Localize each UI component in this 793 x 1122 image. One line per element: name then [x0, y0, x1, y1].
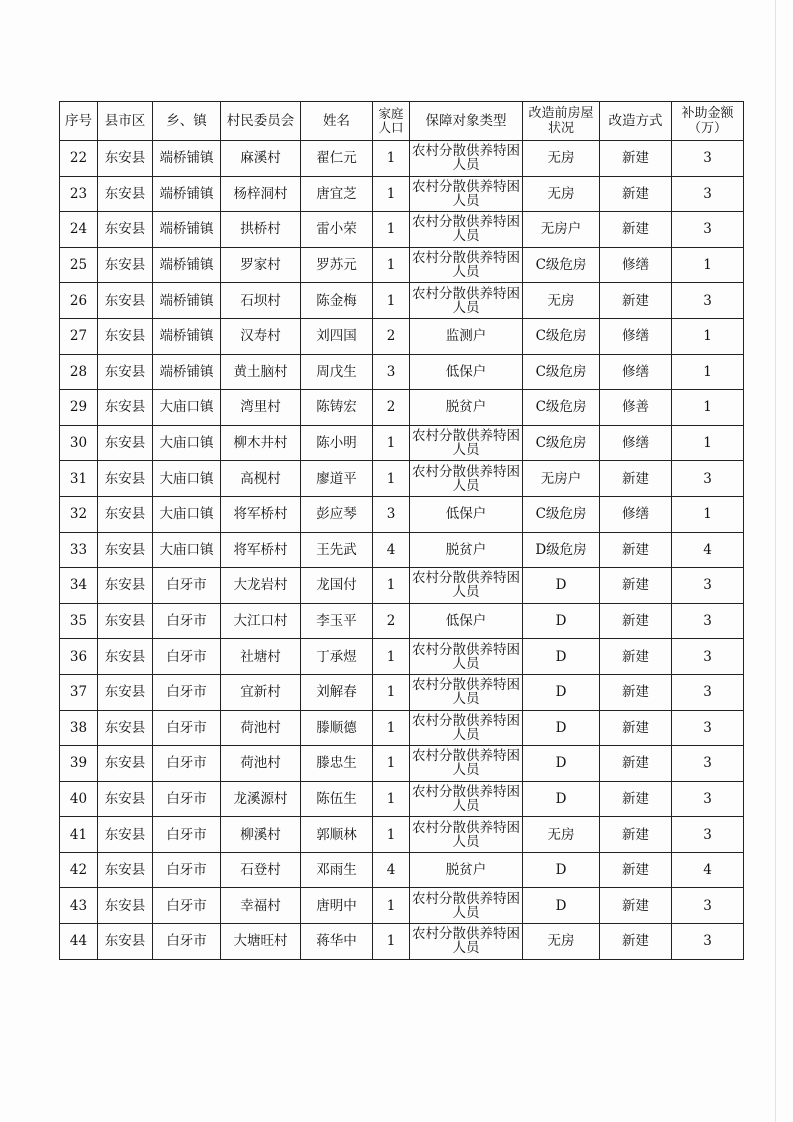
- household-size-cell: 1: [373, 212, 410, 248]
- county-cell: 东安县: [98, 603, 153, 639]
- subsidy-amount-cell: 4: [672, 852, 744, 888]
- subsidy-amount-cell: 3: [672, 888, 744, 924]
- serial-no-cell: 29: [60, 390, 98, 426]
- beneficiary-type-cell: 脱贫户: [410, 532, 523, 568]
- name-cell: 邓雨生: [301, 852, 373, 888]
- serial-no-cell: 28: [60, 354, 98, 390]
- housing-subsidy-table: [59, 101, 744, 960]
- county-cell: 东安县: [98, 283, 153, 319]
- table-row: [60, 141, 744, 177]
- village-committee-cell: 杨梓洞村: [221, 176, 301, 212]
- village-committee-cell: 高枧村: [221, 461, 301, 497]
- household-size-cell: 4: [373, 532, 410, 568]
- village-committee-cell: 石登村: [221, 852, 301, 888]
- table-row: [60, 532, 744, 568]
- household-size-cell: 1: [373, 425, 410, 461]
- page-edge-line: [775, 0, 776, 1122]
- header-serial-no: 序号: [60, 102, 98, 141]
- town-cell: 端桥铺镇: [153, 354, 221, 390]
- table-row: [60, 639, 744, 675]
- beneficiary-type-cell: 农村分散供养特困人员: [410, 568, 523, 604]
- county-cell: 东安县: [98, 425, 153, 461]
- renovation-method-cell: 新建: [600, 852, 672, 888]
- table-row: [60, 247, 744, 283]
- household-size-cell: 2: [373, 603, 410, 639]
- subsidy-amount-cell: 3: [672, 141, 744, 177]
- serial-no-cell: 39: [60, 746, 98, 782]
- table-row: [60, 817, 744, 853]
- town-cell: 端桥铺镇: [153, 176, 221, 212]
- beneficiary-type-cell: 农村分散供养特困人员: [410, 176, 523, 212]
- renovation-method-cell: 修善: [600, 390, 672, 426]
- subsidy-amount-cell: 3: [672, 746, 744, 782]
- table-row: [60, 710, 744, 746]
- household-size-cell: 1: [373, 461, 410, 497]
- beneficiary-type-cell: 农村分散供养特困人员: [410, 924, 523, 960]
- county-cell: 东安县: [98, 532, 153, 568]
- header-row: [60, 102, 744, 141]
- table-row: [60, 603, 744, 639]
- subsidy-amount-cell: 1: [672, 390, 744, 426]
- county-cell: 东安县: [98, 674, 153, 710]
- name-cell: 彭应琴: [301, 496, 373, 532]
- town-cell: 白牙市: [153, 568, 221, 604]
- village-committee-cell: 宜新村: [221, 674, 301, 710]
- table-row: [60, 318, 744, 354]
- table-row: [60, 461, 744, 497]
- housing-condition-cell: 无房: [523, 141, 600, 177]
- subsidy-amount-cell: 1: [672, 425, 744, 461]
- household-size-cell: 2: [373, 318, 410, 354]
- serial-no-cell: 25: [60, 247, 98, 283]
- serial-no-cell: 35: [60, 603, 98, 639]
- renovation-method-cell: 新建: [600, 603, 672, 639]
- table-row: [60, 496, 744, 532]
- village-committee-cell: 将军桥村: [221, 532, 301, 568]
- renovation-method-cell: 新建: [600, 746, 672, 782]
- name-cell: 翟仁元: [301, 141, 373, 177]
- village-committee-cell: 社塘村: [221, 639, 301, 675]
- renovation-method-cell: 新建: [600, 568, 672, 604]
- table-row: [60, 283, 744, 319]
- renovation-method-cell: 新建: [600, 924, 672, 960]
- household-size-cell: 1: [373, 639, 410, 675]
- town-cell: 白牙市: [153, 746, 221, 782]
- housing-condition-cell: D: [523, 568, 600, 604]
- subsidy-amount-cell: 1: [672, 496, 744, 532]
- county-cell: 东安县: [98, 781, 153, 817]
- village-committee-cell: 罗家村: [221, 247, 301, 283]
- village-committee-cell: 柳溪村: [221, 817, 301, 853]
- county-cell: 东安县: [98, 318, 153, 354]
- housing-condition-cell: C级危房: [523, 390, 600, 426]
- serial-no-cell: 43: [60, 888, 98, 924]
- household-size-cell: 1: [373, 781, 410, 817]
- subsidy-amount-cell: 3: [672, 781, 744, 817]
- beneficiary-type-cell: 农村分散供养特困人员: [410, 888, 523, 924]
- housing-condition-cell: D: [523, 888, 600, 924]
- renovation-method-cell: 修缮: [600, 496, 672, 532]
- subsidy-amount-cell: 3: [672, 461, 744, 497]
- village-committee-cell: 荷池村: [221, 746, 301, 782]
- housing-condition-cell: D: [523, 603, 600, 639]
- household-size-cell: 1: [373, 283, 410, 319]
- serial-no-cell: 42: [60, 852, 98, 888]
- name-cell: 廖道平: [301, 461, 373, 497]
- header-county: 县市区: [98, 102, 153, 141]
- name-cell: 刘解春: [301, 674, 373, 710]
- table-row: [60, 568, 744, 604]
- household-size-cell: 3: [373, 496, 410, 532]
- village-committee-cell: 麻溪村: [221, 141, 301, 177]
- subsidy-amount-cell: 3: [672, 924, 744, 960]
- housing-condition-cell: C级危房: [523, 496, 600, 532]
- town-cell: 大庙口镇: [153, 496, 221, 532]
- name-cell: 唐宜芝: [301, 176, 373, 212]
- serial-no-cell: 26: [60, 283, 98, 319]
- beneficiary-type-cell: 农村分散供养特困人员: [410, 817, 523, 853]
- household-size-cell: 1: [373, 141, 410, 177]
- serial-no-cell: 40: [60, 781, 98, 817]
- county-cell: 东安县: [98, 247, 153, 283]
- beneficiary-type-cell: 农村分散供养特困人员: [410, 746, 523, 782]
- renovation-method-cell: 新建: [600, 710, 672, 746]
- header-household-size: 家庭人口: [373, 102, 410, 141]
- county-cell: 东安县: [98, 746, 153, 782]
- housing-condition-cell: C级危房: [523, 425, 600, 461]
- town-cell: 端桥铺镇: [153, 283, 221, 319]
- household-size-cell: 1: [373, 888, 410, 924]
- village-committee-cell: 湾里村: [221, 390, 301, 426]
- household-size-cell: 4: [373, 852, 410, 888]
- county-cell: 东安县: [98, 710, 153, 746]
- housing-condition-cell: D: [523, 710, 600, 746]
- header-renovation-method: 改造方式: [600, 102, 672, 141]
- beneficiary-type-cell: 农村分散供养特困人员: [410, 247, 523, 283]
- name-cell: 陈伍生: [301, 781, 373, 817]
- town-cell: 白牙市: [153, 924, 221, 960]
- household-size-cell: 1: [373, 746, 410, 782]
- housing-condition-cell: 无房: [523, 176, 600, 212]
- county-cell: 东安县: [98, 888, 153, 924]
- household-size-cell: 1: [373, 924, 410, 960]
- housing-condition-cell: D: [523, 746, 600, 782]
- beneficiary-type-cell: 脱贫户: [410, 390, 523, 426]
- serial-no-cell: 23: [60, 176, 98, 212]
- serial-no-cell: 36: [60, 639, 98, 675]
- header-beneficiary-type: 保障对象类型: [410, 102, 523, 141]
- table-row: [60, 425, 744, 461]
- subsidy-amount-cell: 3: [672, 639, 744, 675]
- serial-no-cell: 22: [60, 141, 98, 177]
- village-committee-cell: 柳木井村: [221, 425, 301, 461]
- beneficiary-type-cell: 农村分散供养特困人员: [410, 425, 523, 461]
- town-cell: 端桥铺镇: [153, 141, 221, 177]
- subsidy-amount-cell: 3: [672, 603, 744, 639]
- housing-condition-cell: D: [523, 781, 600, 817]
- village-committee-cell: 大江口村: [221, 603, 301, 639]
- renovation-method-cell: 新建: [600, 639, 672, 675]
- table-row: [60, 176, 744, 212]
- renovation-method-cell: 新建: [600, 461, 672, 497]
- housing-condition-cell: 无房: [523, 817, 600, 853]
- town-cell: 端桥铺镇: [153, 247, 221, 283]
- renovation-method-cell: 新建: [600, 532, 672, 568]
- household-size-cell: 1: [373, 247, 410, 283]
- beneficiary-type-cell: 农村分散供养特困人员: [410, 212, 523, 248]
- town-cell: 白牙市: [153, 639, 221, 675]
- county-cell: 东安县: [98, 212, 153, 248]
- subsidy-amount-cell: 3: [672, 817, 744, 853]
- housing-condition-cell: C级危房: [523, 247, 600, 283]
- beneficiary-type-cell: 低保户: [410, 603, 523, 639]
- serial-no-cell: 31: [60, 461, 98, 497]
- table-row: [60, 781, 744, 817]
- county-cell: 东安县: [98, 354, 153, 390]
- county-cell: 东安县: [98, 176, 153, 212]
- subsidy-amount-cell: 3: [672, 283, 744, 319]
- name-cell: 郭顺林: [301, 817, 373, 853]
- header-housing-condition: 改造前房屋状况: [523, 102, 600, 141]
- name-cell: 雷小荣: [301, 212, 373, 248]
- subsidy-amount-cell: 3: [672, 674, 744, 710]
- town-cell: 白牙市: [153, 888, 221, 924]
- table-body: [60, 141, 744, 960]
- serial-no-cell: 27: [60, 318, 98, 354]
- serial-no-cell: 44: [60, 924, 98, 960]
- town-cell: 白牙市: [153, 817, 221, 853]
- beneficiary-type-cell: 农村分散供养特困人员: [410, 283, 523, 319]
- name-cell: 周戊生: [301, 354, 373, 390]
- town-cell: 大庙口镇: [153, 425, 221, 461]
- renovation-method-cell: 新建: [600, 888, 672, 924]
- table-row: [60, 888, 744, 924]
- county-cell: 东安县: [98, 390, 153, 426]
- name-cell: 滕忠生: [301, 746, 373, 782]
- housing-condition-cell: 无房户: [523, 212, 600, 248]
- village-committee-cell: 大塘旺村: [221, 924, 301, 960]
- name-cell: 李玉平: [301, 603, 373, 639]
- renovation-method-cell: 修缮: [600, 318, 672, 354]
- beneficiary-type-cell: 农村分散供养特困人员: [410, 710, 523, 746]
- name-cell: 蒋华中: [301, 924, 373, 960]
- header-subsidy-amount: 补助金额（万）: [672, 102, 744, 141]
- table-row: [60, 390, 744, 426]
- household-size-cell: 1: [373, 674, 410, 710]
- village-committee-cell: 龙溪源村: [221, 781, 301, 817]
- header-name: 姓名: [301, 102, 373, 141]
- subsidy-amount-cell: 3: [672, 568, 744, 604]
- village-committee-cell: 幸福村: [221, 888, 301, 924]
- household-size-cell: 1: [373, 817, 410, 853]
- town-cell: 大庙口镇: [153, 532, 221, 568]
- renovation-method-cell: 新建: [600, 141, 672, 177]
- beneficiary-type-cell: 农村分散供养特困人员: [410, 674, 523, 710]
- village-committee-cell: 将军桥村: [221, 496, 301, 532]
- header-village-committee: 村民委员会: [221, 102, 301, 141]
- village-committee-cell: 黄土脑村: [221, 354, 301, 390]
- town-cell: 白牙市: [153, 674, 221, 710]
- header-town: 乡、镇: [153, 102, 221, 141]
- town-cell: 大庙口镇: [153, 461, 221, 497]
- town-cell: 白牙市: [153, 852, 221, 888]
- serial-no-cell: 38: [60, 710, 98, 746]
- name-cell: 滕顺德: [301, 710, 373, 746]
- renovation-method-cell: 新建: [600, 781, 672, 817]
- county-cell: 东安县: [98, 461, 153, 497]
- household-size-cell: 1: [373, 568, 410, 604]
- beneficiary-type-cell: 低保户: [410, 354, 523, 390]
- beneficiary-type-cell: 农村分散供养特困人员: [410, 141, 523, 177]
- table-row: [60, 212, 744, 248]
- household-size-cell: 2: [373, 390, 410, 426]
- housing-condition-cell: 无房户: [523, 461, 600, 497]
- table-row: [60, 746, 744, 782]
- housing-condition-cell: 无房: [523, 924, 600, 960]
- town-cell: 端桥铺镇: [153, 212, 221, 248]
- village-committee-cell: 大龙岩村: [221, 568, 301, 604]
- village-committee-cell: 拱桥村: [221, 212, 301, 248]
- table-row: [60, 924, 744, 960]
- town-cell: 白牙市: [153, 603, 221, 639]
- subsidy-amount-cell: 3: [672, 212, 744, 248]
- housing-condition-cell: C级危房: [523, 354, 600, 390]
- beneficiary-type-cell: 监测户: [410, 318, 523, 354]
- county-cell: 东安县: [98, 568, 153, 604]
- name-cell: 龙国付: [301, 568, 373, 604]
- county-cell: 东安县: [98, 852, 153, 888]
- town-cell: 白牙市: [153, 781, 221, 817]
- serial-no-cell: 41: [60, 817, 98, 853]
- serial-no-cell: 24: [60, 212, 98, 248]
- name-cell: 陈小明: [301, 425, 373, 461]
- renovation-method-cell: 新建: [600, 176, 672, 212]
- town-cell: 端桥铺镇: [153, 318, 221, 354]
- table-row: [60, 354, 744, 390]
- name-cell: 陈金梅: [301, 283, 373, 319]
- beneficiary-type-cell: 农村分散供养特困人员: [410, 461, 523, 497]
- village-committee-cell: 石坝村: [221, 283, 301, 319]
- renovation-method-cell: 新建: [600, 817, 672, 853]
- county-cell: 东安县: [98, 496, 153, 532]
- name-cell: 丁承煜: [301, 639, 373, 675]
- housing-condition-cell: D: [523, 639, 600, 675]
- beneficiary-type-cell: 脱贫户: [410, 852, 523, 888]
- household-size-cell: 1: [373, 176, 410, 212]
- table-row: [60, 852, 744, 888]
- subsidy-amount-cell: 1: [672, 354, 744, 390]
- beneficiary-type-cell: 农村分散供养特困人员: [410, 639, 523, 675]
- serial-no-cell: 33: [60, 532, 98, 568]
- renovation-method-cell: 新建: [600, 283, 672, 319]
- subsidy-amount-cell: 4: [672, 532, 744, 568]
- beneficiary-type-cell: 农村分散供养特困人员: [410, 781, 523, 817]
- serial-no-cell: 34: [60, 568, 98, 604]
- renovation-method-cell: 新建: [600, 212, 672, 248]
- county-cell: 东安县: [98, 817, 153, 853]
- town-cell: 大庙口镇: [153, 390, 221, 426]
- renovation-method-cell: 修缮: [600, 425, 672, 461]
- name-cell: 陈铸宏: [301, 390, 373, 426]
- household-size-cell: 1: [373, 710, 410, 746]
- renovation-method-cell: 修缮: [600, 354, 672, 390]
- housing-condition-cell: C级危房: [523, 318, 600, 354]
- beneficiary-type-cell: 低保户: [410, 496, 523, 532]
- subsidy-amount-cell: 3: [672, 176, 744, 212]
- name-cell: 唐明中: [301, 888, 373, 924]
- village-committee-cell: 汉寿村: [221, 318, 301, 354]
- housing-condition-cell: D: [523, 852, 600, 888]
- renovation-method-cell: 新建: [600, 674, 672, 710]
- county-cell: 东安县: [98, 639, 153, 675]
- housing-condition-cell: 无房: [523, 283, 600, 319]
- serial-no-cell: 30: [60, 425, 98, 461]
- serial-no-cell: 32: [60, 496, 98, 532]
- serial-no-cell: 37: [60, 674, 98, 710]
- subsidy-amount-cell: 3: [672, 710, 744, 746]
- household-size-cell: 3: [373, 354, 410, 390]
- table-row: [60, 674, 744, 710]
- name-cell: 罗苏元: [301, 247, 373, 283]
- housing-condition-cell: D级危房: [523, 532, 600, 568]
- name-cell: 王先武: [301, 532, 373, 568]
- county-cell: 东安县: [98, 141, 153, 177]
- name-cell: 刘四国: [301, 318, 373, 354]
- town-cell: 白牙市: [153, 710, 221, 746]
- village-committee-cell: 荷池村: [221, 710, 301, 746]
- subsidy-amount-cell: 1: [672, 318, 744, 354]
- county-cell: 东安县: [98, 924, 153, 960]
- housing-condition-cell: D: [523, 674, 600, 710]
- renovation-method-cell: 修缮: [600, 247, 672, 283]
- table-header: [60, 102, 744, 141]
- subsidy-amount-cell: 1: [672, 247, 744, 283]
